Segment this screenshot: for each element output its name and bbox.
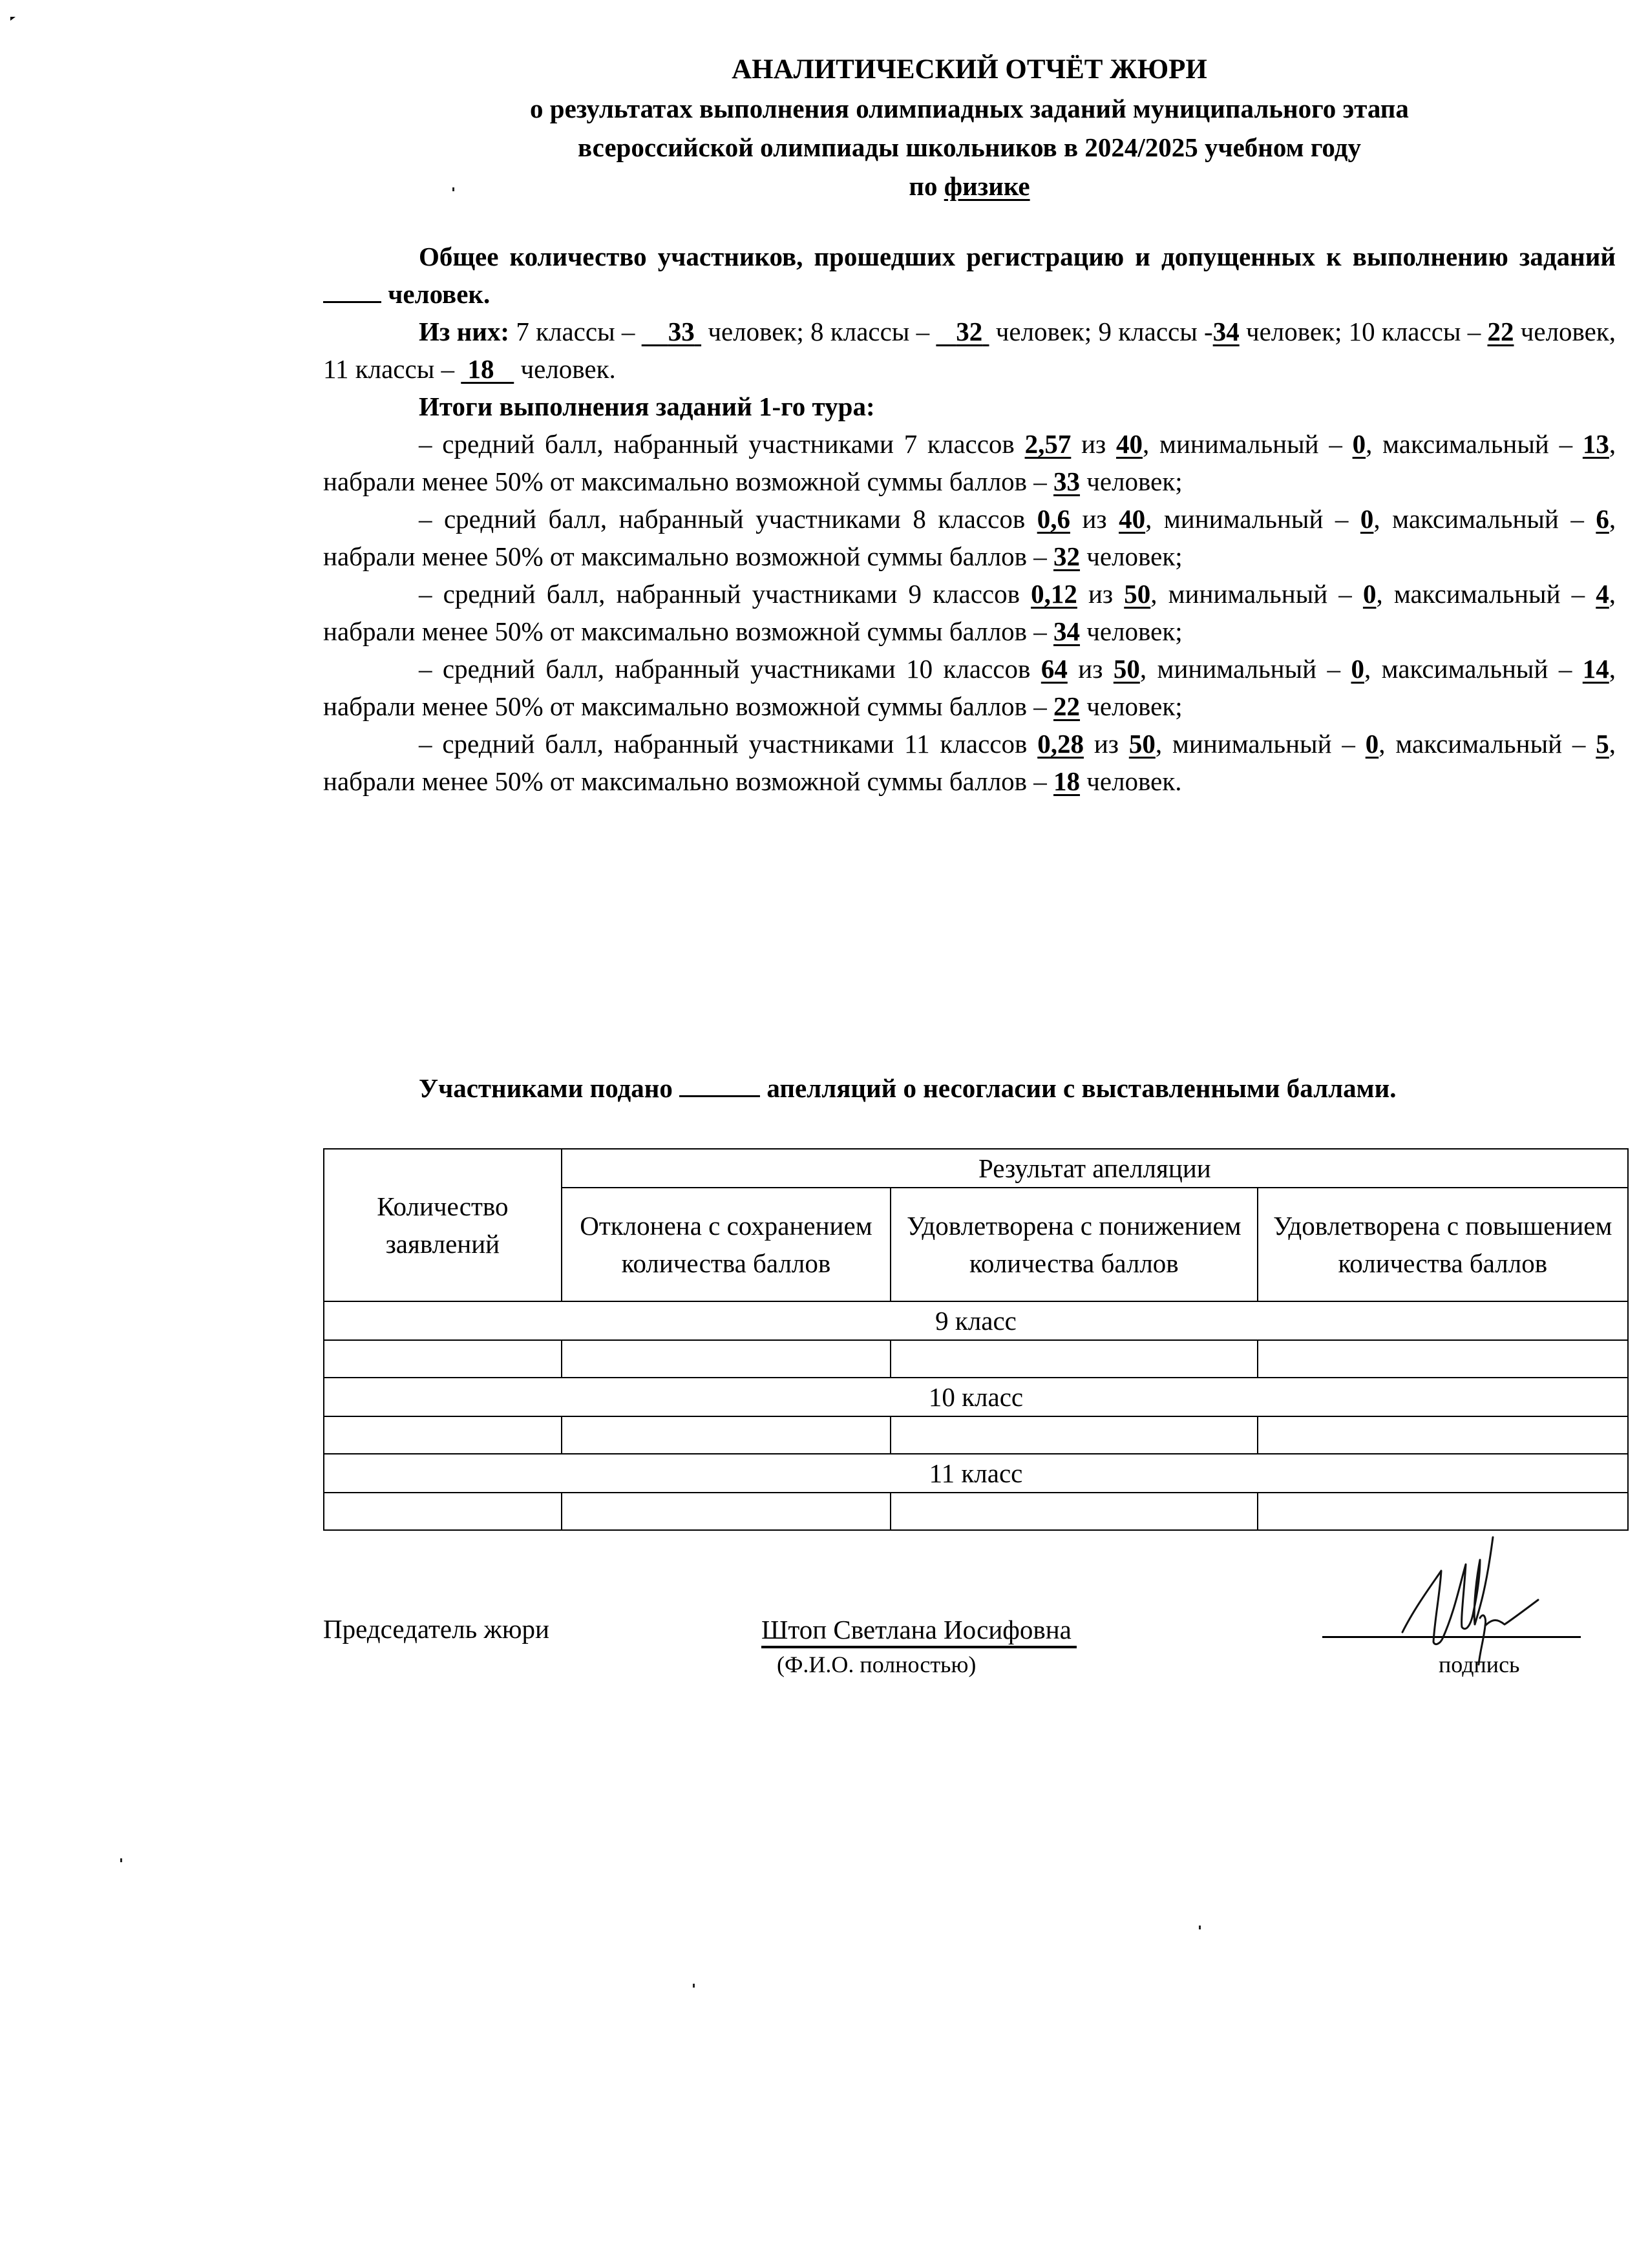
comma: , bbox=[1609, 729, 1616, 759]
table-row bbox=[324, 1340, 1628, 1378]
grade-result-paragraph bbox=[323, 650, 1616, 725]
jury-chair-name: Штоп Светлана Иосифовна bbox=[761, 1613, 1077, 1648]
average-score: 0,12 bbox=[1031, 579, 1077, 609]
section-label: 9 класс bbox=[324, 1301, 1628, 1340]
appeals-table bbox=[323, 1148, 1629, 1531]
section-row-grade9 bbox=[324, 1301, 1628, 1340]
grade-number: 7 bbox=[903, 429, 918, 459]
comma: , bbox=[1142, 429, 1150, 459]
total-participants-unit: человек. bbox=[388, 279, 491, 309]
below-half-count: 22 bbox=[1053, 691, 1081, 721]
grade-results-list bbox=[323, 425, 1616, 800]
table-cell[interactable] bbox=[1258, 1493, 1628, 1530]
people-word: человек; bbox=[1086, 691, 1183, 721]
comma: , bbox=[1609, 654, 1616, 684]
col-header-appeal-result: Результат апелляции bbox=[562, 1149, 1628, 1188]
max-possible-score: 40 bbox=[1119, 504, 1146, 534]
table-cell[interactable] bbox=[324, 1493, 562, 1530]
section-label: 11 класс bbox=[324, 1454, 1628, 1493]
appeals-label-start: Участниками подано bbox=[419, 1073, 673, 1103]
comma: , bbox=[1366, 429, 1373, 459]
classes-word: классов bbox=[938, 504, 1026, 534]
grade7-count: 33 bbox=[668, 317, 695, 346]
table-cell[interactable] bbox=[562, 1416, 891, 1454]
grade9-count: 34 bbox=[1212, 317, 1240, 346]
of-word: из bbox=[1081, 429, 1106, 459]
min-score: 0 bbox=[1365, 729, 1379, 759]
avg-phrase: – средний балл, набранный участниками bbox=[419, 429, 894, 459]
table-cell[interactable] bbox=[562, 1493, 891, 1530]
report-title: АНАЛИТИЧЕСКИЙ ОТЧЁТ ЖЮРИ bbox=[732, 54, 1207, 85]
section-row-grade10 bbox=[324, 1378, 1628, 1416]
grade7-label: 7 классы – bbox=[516, 317, 635, 346]
table-row bbox=[324, 1416, 1628, 1454]
people-word: человек; bbox=[1086, 467, 1183, 496]
max-possible-score: 50 bbox=[1128, 729, 1156, 759]
people-end: человек. bbox=[520, 354, 616, 384]
table-cell[interactable] bbox=[891, 1493, 1257, 1530]
report-body bbox=[323, 238, 1616, 800]
below-half-phrase: набрали менее 50% от максимально возможной суммы баллов – bbox=[323, 467, 1047, 496]
below-half-phrase: набрали менее 50% от максимально возможной суммы баллов – bbox=[323, 766, 1047, 796]
avg-phrase: – средний балл, набранный участниками bbox=[419, 729, 894, 759]
max-phrase: максимальный – bbox=[1395, 729, 1586, 759]
subject-name: физике bbox=[944, 171, 1030, 201]
grade11-count: 18 bbox=[467, 354, 494, 384]
grade-number: 11 bbox=[904, 729, 930, 759]
average-score: 64 bbox=[1041, 654, 1068, 684]
scan-artifact bbox=[452, 187, 454, 191]
below-half-count: 18 bbox=[1053, 766, 1081, 796]
max-phrase: максимальный – bbox=[1393, 579, 1585, 609]
of-them-label: Из них: bbox=[419, 317, 510, 346]
grade10-count: 22 bbox=[1487, 317, 1514, 346]
table-cell[interactable] bbox=[1258, 1340, 1628, 1378]
classes-word: классов bbox=[927, 429, 1015, 459]
min-phrase: минимальный – bbox=[1172, 729, 1355, 759]
max-score: 5 bbox=[1596, 729, 1609, 759]
appeals-summary bbox=[323, 1073, 1616, 1104]
total-participants-field[interactable] bbox=[323, 279, 381, 303]
scan-artifact bbox=[1199, 1926, 1201, 1929]
total-participants-label: Общее количество участников, прошедших регистрацию и допущенных к выполнению заданий bbox=[419, 242, 1616, 271]
report-subject-line bbox=[323, 167, 1616, 205]
classes-word: классов bbox=[943, 654, 1031, 684]
grade11-label: человек, 11 классы – bbox=[323, 317, 1616, 384]
min-phrase: минимальный – bbox=[1163, 504, 1349, 534]
comma: , bbox=[1150, 579, 1157, 609]
below-half-phrase: набрали менее 50% от максимально возможной суммы баллов – bbox=[323, 616, 1047, 646]
handwritten-signature-icon bbox=[1383, 1535, 1551, 1684]
of-word: из bbox=[1078, 654, 1103, 684]
signature-hint: подпись bbox=[1439, 1652, 1520, 1677]
min-score: 0 bbox=[1362, 579, 1377, 609]
max-possible-score: 50 bbox=[1124, 579, 1151, 609]
below-half-count: 33 bbox=[1053, 467, 1081, 496]
min-phrase: минимальный – bbox=[1157, 654, 1341, 684]
of-word: из bbox=[1093, 729, 1119, 759]
table-row bbox=[324, 1493, 1628, 1530]
scan-artifact bbox=[10, 17, 16, 21]
max-phrase: максимальный – bbox=[1381, 654, 1572, 684]
max-phrase: максимальный – bbox=[1392, 504, 1584, 534]
grade9-label: человек; 9 классы - bbox=[995, 317, 1213, 346]
avg-phrase: – средний балл, набранный участниками bbox=[419, 579, 898, 609]
participants-by-grade-paragraph bbox=[323, 313, 1616, 388]
grade-result-paragraph bbox=[323, 500, 1616, 575]
grade-result-paragraph bbox=[323, 575, 1616, 650]
report-subtitle-line1: о результатах выполнения олимпиадных заданий муниципального этапа bbox=[530, 94, 1409, 123]
col-header-rejected: Отклонена с сохранением количества баллов bbox=[562, 1188, 891, 1301]
max-possible-score: 50 bbox=[1113, 654, 1140, 684]
average-score: 2,57 bbox=[1024, 429, 1072, 459]
grade8-count: 32 bbox=[956, 317, 983, 346]
comma: , bbox=[1364, 654, 1371, 684]
grade-number: 9 bbox=[908, 579, 922, 609]
max-phrase: максимальный – bbox=[1382, 429, 1573, 459]
table-cell[interactable] bbox=[324, 1340, 562, 1378]
max-possible-score: 40 bbox=[1115, 429, 1143, 459]
comma: , bbox=[1609, 579, 1616, 609]
below-half-phrase: набрали менее 50% от максимально возможной суммы баллов – bbox=[323, 541, 1047, 571]
grade-result-paragraph bbox=[323, 725, 1616, 800]
comma: , bbox=[1155, 729, 1163, 759]
avg-phrase: – средний балл, набранный участниками bbox=[419, 654, 896, 684]
report-header bbox=[323, 50, 1616, 205]
section-row-grade11 bbox=[324, 1454, 1628, 1493]
comma: , bbox=[1139, 654, 1147, 684]
max-score: 4 bbox=[1596, 579, 1609, 609]
people-word: человек. bbox=[1086, 766, 1182, 796]
classes-word: классов bbox=[933, 579, 1020, 609]
grade10-label: человек; 10 классы – bbox=[1245, 317, 1481, 346]
min-score: 0 bbox=[1352, 429, 1366, 459]
below-half-count: 34 bbox=[1053, 616, 1081, 646]
table-cell[interactable] bbox=[891, 1340, 1257, 1378]
avg-phrase: – средний балл, набранный участниками bbox=[419, 504, 901, 534]
grade-result-paragraph bbox=[323, 425, 1616, 500]
comma: , bbox=[1145, 504, 1152, 534]
grade-number: 10 bbox=[906, 654, 933, 684]
appeals-count-field[interactable] bbox=[679, 1073, 760, 1097]
min-score: 0 bbox=[1351, 654, 1364, 684]
results-heading: Итоги выполнения заданий 1-го тура: bbox=[419, 392, 875, 421]
comma: , bbox=[1376, 579, 1383, 609]
max-score: 14 bbox=[1582, 654, 1609, 684]
total-participants-paragraph bbox=[323, 238, 1616, 313]
average-score: 0,28 bbox=[1037, 729, 1084, 759]
min-score: 0 bbox=[1360, 504, 1374, 534]
grade-number: 8 bbox=[913, 504, 926, 534]
comma: , bbox=[1379, 729, 1386, 759]
scan-artifact bbox=[120, 1858, 122, 1862]
comma: , bbox=[1373, 504, 1380, 534]
people-word: человек; bbox=[1086, 616, 1183, 646]
col-header-approved-decrease: Удовлетворена с понижением количества баллов bbox=[891, 1188, 1257, 1301]
col-header-approved-increase: Удовлетворена с повышением количества баллов bbox=[1258, 1188, 1628, 1301]
report-subtitle-line2: всероссийской олимпиады школьников в 2024/2025 учебном году bbox=[578, 132, 1361, 162]
jury-chair-label: Председатель жюри bbox=[323, 1614, 549, 1644]
table-cell[interactable] bbox=[891, 1416, 1257, 1454]
of-word: из bbox=[1082, 504, 1107, 534]
people-word: человек; bbox=[1086, 541, 1183, 571]
average-score: 0,6 bbox=[1037, 504, 1070, 534]
classes-word: классов bbox=[940, 729, 1028, 759]
scan-artifact bbox=[693, 1984, 695, 1988]
min-phrase: минимальный – bbox=[1168, 579, 1352, 609]
comma: , bbox=[1609, 504, 1616, 534]
table-cell[interactable] bbox=[562, 1340, 891, 1378]
of-word: из bbox=[1088, 579, 1114, 609]
below-half-count: 32 bbox=[1053, 541, 1081, 571]
table-cell[interactable] bbox=[1258, 1416, 1628, 1454]
subject-prefix: по bbox=[909, 171, 938, 201]
appeals-label-end: апелляций о несогласии с выставленными баллами. bbox=[766, 1073, 1397, 1103]
min-phrase: минимальный – bbox=[1159, 429, 1342, 459]
comma: , bbox=[1609, 429, 1616, 459]
max-score: 6 bbox=[1596, 504, 1609, 534]
appeals-table-header-row bbox=[324, 1149, 1628, 1188]
section-label: 10 класс bbox=[324, 1378, 1628, 1416]
col-header-applications-count: Количество заявлений bbox=[324, 1149, 562, 1301]
table-cell[interactable] bbox=[324, 1416, 562, 1454]
grade8-label: человек; 8 классы – bbox=[708, 317, 930, 346]
below-half-phrase: набрали менее 50% от максимально возможной суммы баллов – bbox=[323, 691, 1047, 721]
full-name-hint: (Ф.И.О. полностью) bbox=[777, 1652, 977, 1677]
max-score: 13 bbox=[1582, 429, 1609, 459]
